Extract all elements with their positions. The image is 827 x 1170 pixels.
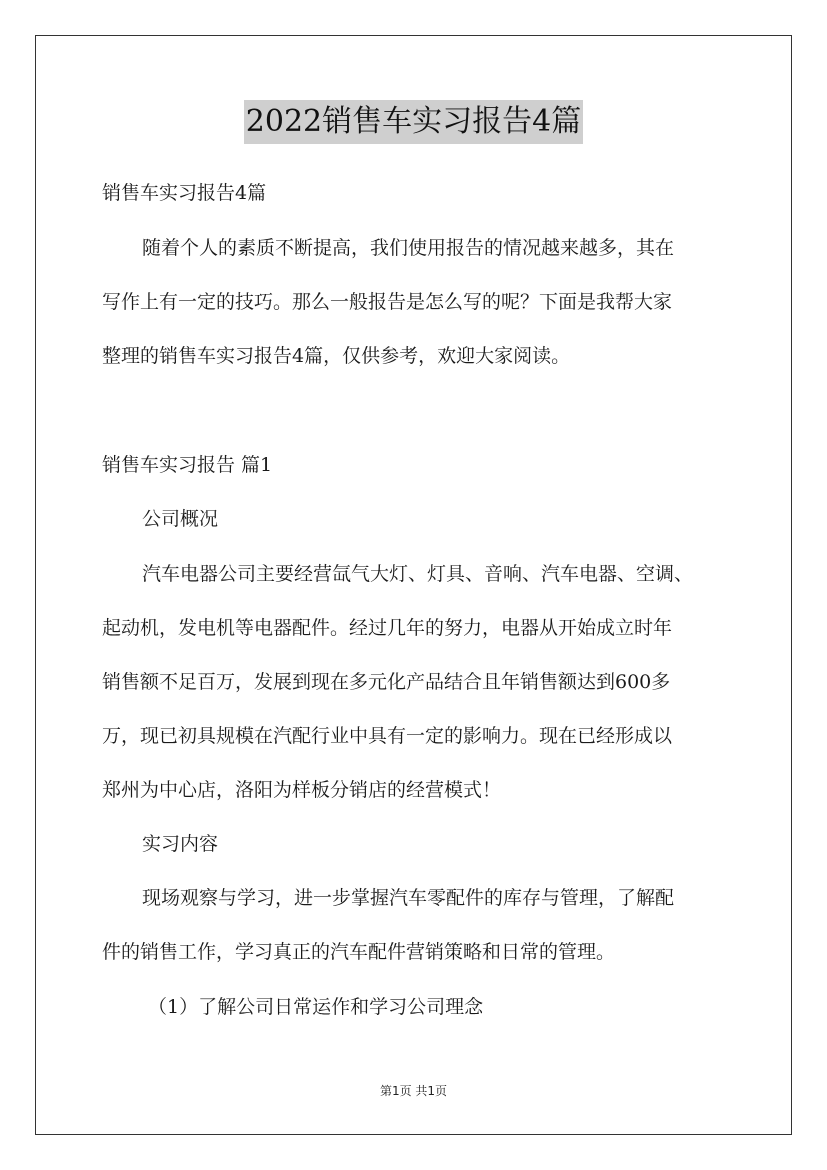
internship-content-heading: 实习内容: [142, 833, 219, 855]
list-item-1: （1）了解公司日常运作和学习公司理念: [148, 996, 484, 1018]
overview-line-3: 销售额不足百万，发展到现在多元化产品结合且年销售额达到600多: [102, 671, 671, 693]
document-subtitle: 销售车实习报告4篇: [102, 182, 267, 204]
company-overview-heading: 公司概况: [142, 508, 219, 530]
overview-line-1: 汽车电器公司主要经营氙气大灯、灯具、音响、汽车电器、空调、: [142, 563, 694, 585]
content-line-1: 现场观察与学习，进一步掌握汽车零配件的库存与管理，了解配: [142, 887, 675, 909]
content-line-2: 件的销售工作，学习真正的汽车配件营销策略和日常的管理。: [102, 941, 616, 963]
title-container: [0, 100, 827, 144]
intro-line-2: 写作上有一定的技巧。那么一般报告是怎么写的呢？下面是我帮大家: [102, 291, 673, 313]
overview-line-2: 起动机，发电机等电器配件。经过几年的努力，电器从开始成立时年: [102, 617, 673, 639]
overview-line-5: 郑州为中心店，洛阳为样板分销店的经营模式！: [102, 779, 502, 801]
section1-heading: 销售车实习报告 篇1: [102, 454, 273, 476]
overview-line-4: 万，现已初具规模在汽配行业中具有一定的影响力。现在已经形成以: [102, 725, 673, 747]
document-title: 2022销售车实习报告4篇: [244, 100, 583, 144]
intro-line-1: 随着个人的素质不断提高，我们使用报告的情况越来越多，其在: [142, 237, 675, 259]
page-footer: 第1页 共1页: [379, 1084, 448, 1098]
intro-line-3: 整理的销售车实习报告4篇，仅供参考，欢迎大家阅读。: [102, 345, 571, 367]
